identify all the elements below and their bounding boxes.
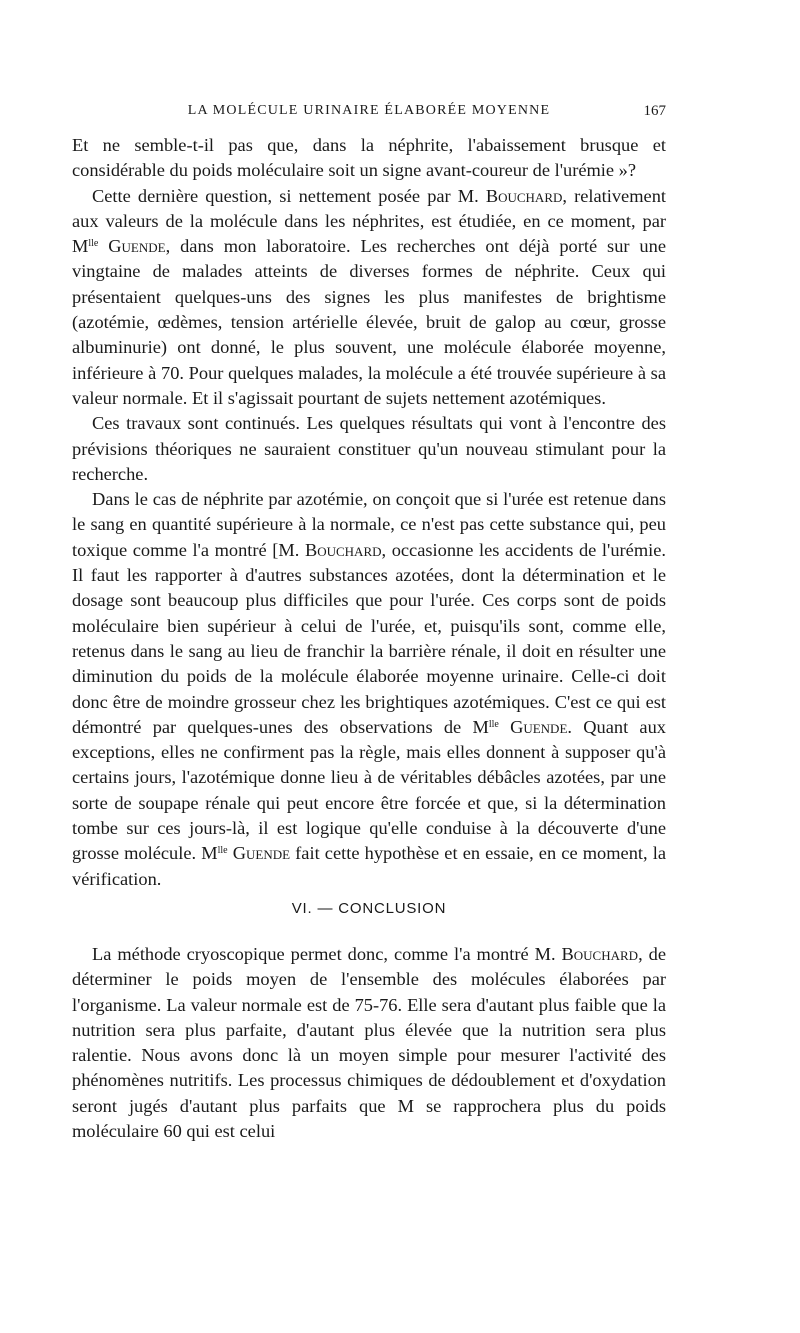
author-name-bouchard: Bouchard	[304, 539, 382, 560]
paragraph-2: Cette dernière question, si nettement posée par M. Bouchard, relativement aux valeurs de la molécule dans les néphrites, est étudiée, en ce moment, par $M^{lle}$ Guende, dans mon laboratoire. Les recherches ont déjà porté sur une vingtaine de malades atteints de diverses formes de néphrite. Ceux qui présentaient quelques-uns des signes les plus manifestes de brightisme (azotémie, œdèmes, tension artérielle élevée, bruit de galop au cœur, grosse albuminurie) ont donné, le plus souvent, une molécule élaborée moyenne, inférieure à 70. Pour quelques malades, la molécule a été trouvée supérieure à sa valeur normale. Et il s'agissait pourtant de sujets nettement azotémiques.	[72, 185, 666, 408]
title-superscript: lle	[488, 718, 499, 730]
title-superscript: lle	[88, 238, 99, 250]
title-superscript: lle	[217, 845, 228, 857]
author-name-guende: Guende	[232, 843, 291, 864]
paragraph-4: Dans le cas de néphrite par azotémie, on conçoit que si l'urée est retenue dans le sang en quantité supérieure à la normale, ce n'est pas cette substance qui, peu toxique comme l'a montré [M. Bouchard, occasionne les accidents de l'urémie. Il faut les rapporter à d'autres substances azotées, dont la détermination et le dosage sont beaucoup plus difficiles que pour l'urée. Ces corps sont de poids moléculaire bien supérieur à celui de l'urée, et, puisqu'ils sont, comme elle, retenus dans le sang au lieu de franchir la barrière rénale, il doit en résulter une diminution du poids de la molécule élaborée moyenne urinaire. Celle-ci doit donc être de moindre grosseur chez les brightiques azotémiques. C'est ce qui est démontré par quelques-unes des observations de $M^{lle}$ Guende. Quant aux exceptions, elles ne confirment pas la règle, mais elles donnent à supposer qu'à certains jours, l'azotémique donne lieu à de véritables débâcles azotées, par une sorte de soupape rénale qui peut encore être forcée et que, si la détermination tombe sur ces jours-là, il est logique qu'elle conduise à la découverte d'une grosse molécule. $M^{lle}$ Guende fait cette hypothèse et en essaie, en ce moment, la vérification.	[72, 489, 666, 889]
author-name-guende: Guende	[510, 716, 568, 737]
paragraph-3: Ces travaux sont continués. Les quelques résultats qui vont à l'encontre des prévisions théoriques ne sauraient constituer qu'un nouveau stimulant pour la recherche.	[72, 413, 666, 484]
paragraph-5: La méthode cryoscopique permet donc, comme l'a montré M. Bouchard, de déterminer le poids moyen de l'ensemble des molécules élaborées par l'organisme. La valeur normale est de 75-76. Elle sera d'autant plus faible que la nutrition sera plus parfaite, d'autant plus élevée que la nutrition sera plus ralentie. Nous avons donc là un moyen simple pour mesurer l'activité des phénomènes nutritifs. Les processus chimiques de dédoublement et d'oxydation seront jugés d'autant plus parfaits que M se rapprochera plus du poids moléculaire 60 qui est celui	[72, 943, 666, 1141]
section-heading: VI. — CONCLUSION	[291, 899, 447, 917]
body-text	[72, 133, 666, 1144]
page-number: 167	[643, 103, 666, 119]
author-name-bouchard: Bouchard	[485, 185, 563, 206]
author-name-guende: Guende	[108, 236, 166, 257]
author-name-bouchard: Bouchard	[561, 943, 639, 964]
paragraph-1: Et ne semble-t-il pas que, dans la néphrite, l'abaissement brusque et considérable du poids moléculaire soit un signe avant-coureur de l'urémie »?	[72, 135, 666, 181]
running-title: LA MOLÉCULE URINAIRE ÉLABORÉE MOYENNE	[187, 103, 551, 118]
running-head	[72, 100, 666, 122]
